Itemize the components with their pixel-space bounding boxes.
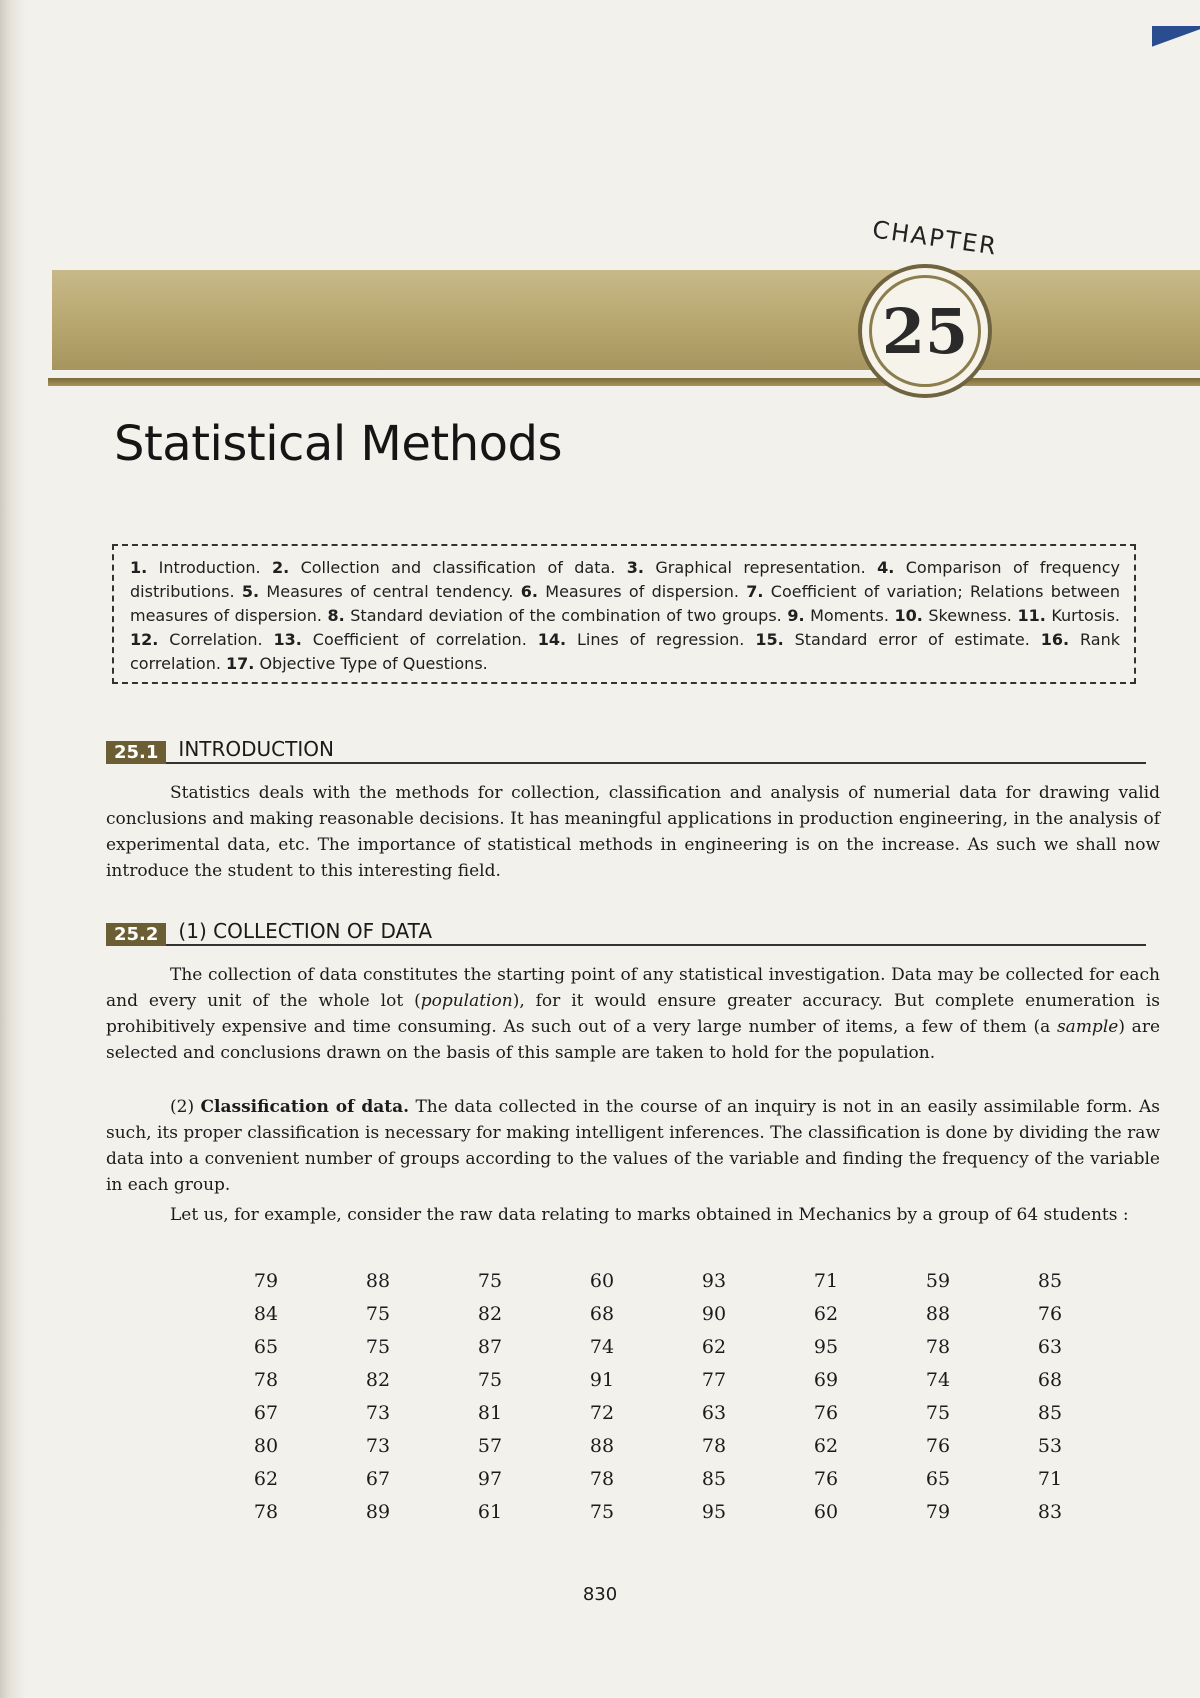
table-cell: 73 [365, 1434, 391, 1457]
section-number: 25.1 [106, 741, 166, 764]
table-cell: 71 [1037, 1467, 1063, 1490]
section-title: (1) COLLECTION OF DATA [178, 919, 433, 943]
table-cell: 83 [1037, 1500, 1063, 1523]
table-cell: 62 [813, 1302, 839, 1325]
contents-item-text: Measures of central tendency. [259, 582, 521, 601]
contents-item-text: Coefficient of variation; Relations between measures of dispersion. [130, 582, 1120, 625]
contents-item-text: Graphical representation. [644, 558, 878, 577]
table-cell: 60 [813, 1500, 839, 1523]
table-cell: 91 [589, 1368, 615, 1391]
table-cell: 89 [365, 1500, 391, 1523]
table-cell: 74 [589, 1335, 615, 1358]
chapter-number: 25 [869, 275, 981, 387]
contents-item-text: Coefficient of correlation. [301, 630, 538, 649]
table-cell: 67 [253, 1401, 279, 1424]
contents-item-number: 6. [520, 582, 538, 601]
contents-item-text: Objective Type of Questions. [254, 654, 488, 673]
table-cell: 76 [925, 1434, 951, 1457]
text-run: The data collected in the course of an inquiry is not in an easily assimilable form. As such, its proper classification is necessary for making intelligent inferences. The classification is done by dividing the raw data into a convenient number of groups according to the values of the variable and finding the frequency of the variable in each group. [106, 1097, 1161, 1195]
table-cell: 78 [253, 1368, 279, 1391]
collection-paragraph [106, 962, 1160, 1066]
contents-item-text: Standard deviation of the combination of two groups. [344, 606, 788, 625]
table-cell: 65 [253, 1335, 279, 1358]
table-row [210, 1297, 1106, 1330]
table-cell: 76 [813, 1401, 839, 1424]
table-cell: 88 [925, 1302, 951, 1325]
contents-item-number: 5. [241, 582, 260, 601]
contents-item-text: Standard error of estimate. [783, 630, 1041, 649]
table-cell: 82 [365, 1368, 391, 1391]
table-cell: 90 [701, 1302, 727, 1325]
table-cell: 75 [925, 1401, 951, 1424]
table-cell: 95 [701, 1500, 727, 1523]
table-cell: 88 [589, 1434, 615, 1457]
contents-item-number: 15. [755, 630, 784, 649]
table-cell: 71 [813, 1269, 839, 1292]
table-cell: 81 [477, 1401, 503, 1424]
contents-item-text: Rank correlation. [130, 630, 1120, 673]
contents-item-number: 3. [626, 558, 644, 577]
table-cell: 78 [589, 1467, 615, 1490]
table-cell: 62 [813, 1434, 839, 1457]
table-cell: 74 [925, 1368, 951, 1391]
section-number: 25.2 [106, 923, 166, 946]
contents-item-number: 13. [273, 630, 302, 649]
table-cell: 60 [589, 1269, 615, 1292]
contents-item-number: 7. [746, 582, 764, 601]
section-heading-introduction [106, 732, 1146, 764]
table-cell: 68 [589, 1302, 615, 1325]
table-cell: 62 [701, 1335, 727, 1358]
contents-item-number: 12. [130, 630, 159, 649]
section-title: INTRODUCTION [178, 737, 334, 761]
table-row [210, 1330, 1106, 1363]
chapter-label: CHAPTER [870, 215, 1000, 261]
table-cell: 77 [701, 1368, 727, 1391]
table-cell: 69 [813, 1368, 839, 1391]
contents-item-text: Introduction. [147, 558, 272, 577]
table-row [210, 1495, 1106, 1528]
contents-item-number: 9. [787, 606, 805, 625]
table-cell: 59 [925, 1269, 951, 1292]
table-cell: 85 [1037, 1401, 1063, 1424]
text-run: (2) [170, 1097, 201, 1117]
classification-paragraph [106, 1094, 1160, 1198]
contents-item-number: 8. [327, 606, 345, 625]
contents-item-number: 14. [537, 630, 567, 649]
table-cell: 67 [365, 1467, 391, 1490]
corner-tab-mark [1152, 26, 1200, 54]
contents-item-number: 1. [130, 558, 148, 577]
contents-item-text: Measures of dispersion. [537, 582, 747, 601]
table-cell: 72 [589, 1401, 615, 1424]
table-cell: 53 [1037, 1434, 1063, 1457]
table-row [210, 1396, 1106, 1429]
table-cell: 63 [1037, 1335, 1063, 1358]
table-row [210, 1462, 1106, 1495]
table-cell: 65 [925, 1467, 951, 1490]
table-cell: 76 [813, 1467, 839, 1490]
table-cell: 80 [253, 1434, 279, 1457]
page-number: 830 [582, 1584, 618, 1605]
table-cell: 57 [477, 1434, 503, 1457]
table-cell: 75 [365, 1302, 391, 1325]
emphasis-population: population [420, 991, 513, 1011]
table-cell: 75 [477, 1368, 503, 1391]
banner-rule [48, 378, 1200, 386]
contents-item-text: Collection and classification of data. [289, 558, 627, 577]
contents-item-number: 16. [1040, 630, 1070, 649]
contents-item-number: 17. [226, 654, 255, 673]
bold-term-classification: Classification of data. [200, 1097, 410, 1117]
text-run: ), for it would ensure greater accuracy. But complete enumeration is prohibitively expensive and time consuming. As such out of a very large number of items, a few of them (a [106, 991, 1160, 1037]
book-binding-shadow [0, 0, 26, 1698]
text-run: ) are selected and conclusions drawn on the basis of this sample are taken to hold for the population. [106, 1017, 1161, 1063]
table-cell: 87 [477, 1335, 503, 1358]
introduction-paragraph: Statistics deals with the methods for collection, classification and analysis of numerial data for drawing valid conclusions and making reasonable decisions. It has meaningful applications in production engineering, in the analysis of experimental data, etc. The importance of statistical methods in engineering is on the increase. As such we shall now introduce the student to this interesting field. [106, 783, 1160, 881]
table-cell: 82 [477, 1302, 503, 1325]
contents-item-text: Comparison of frequency distributions. [130, 558, 1120, 601]
table-cell: 79 [925, 1500, 951, 1523]
table-cell: 73 [365, 1401, 391, 1424]
contents-item-text: Correlation. [158, 630, 274, 649]
contents-item-number: 11. [1017, 606, 1046, 625]
contents-item-text: Moments. [804, 606, 895, 625]
contents-item-number: 2. [271, 558, 290, 577]
chapter-number-badge [858, 264, 992, 398]
contents-item-number: 10. [894, 606, 923, 625]
text-run: The collection of data constitutes the starting point of any statistical investigation. Data may be collected for each and every unit of the whole lot ( [106, 965, 1160, 1011]
contents-item-text: Kurtosis. [1045, 606, 1121, 625]
contents-item-number: 4. [877, 558, 895, 577]
emphasis-sample: sample [1056, 1017, 1119, 1037]
table-cell: 78 [253, 1500, 279, 1523]
table-cell: 79 [253, 1269, 279, 1292]
table-row [210, 1429, 1106, 1462]
table-cell: 84 [253, 1302, 279, 1325]
table-cell: 62 [253, 1467, 279, 1490]
section-heading-collection-of-data [106, 914, 1146, 946]
table-row [210, 1363, 1106, 1396]
table-cell: 95 [813, 1335, 839, 1358]
table-cell: 68 [1037, 1368, 1063, 1391]
table-cell: 75 [477, 1269, 503, 1292]
table-cell: 78 [925, 1335, 951, 1358]
table-row [210, 1264, 1106, 1297]
table-cell: 61 [477, 1500, 503, 1523]
table-cell: 85 [1037, 1269, 1063, 1292]
chapter-title: Statistical Methods [114, 416, 562, 472]
table-cell: 97 [477, 1467, 503, 1490]
raw-marks-table [210, 1264, 1106, 1528]
table-cell: 85 [701, 1467, 727, 1490]
contents-item-text: Lines of regression. [566, 630, 756, 649]
table-cell: 76 [1037, 1302, 1063, 1325]
table-cell: 75 [589, 1500, 615, 1523]
table-cell: 88 [365, 1269, 391, 1292]
table-cell: 63 [701, 1401, 727, 1424]
chapter-banner [52, 270, 1200, 370]
table-cell: 78 [701, 1434, 727, 1457]
table-cell: 75 [365, 1335, 391, 1358]
contents-item-text: Skewness. [922, 606, 1018, 625]
chapter-contents-box [112, 544, 1136, 684]
example-intro-paragraph: Let us, for example, consider the raw data relating to marks obtained in Mechanics by a group of 64 students : [170, 1205, 1129, 1225]
table-cell: 93 [701, 1269, 727, 1292]
